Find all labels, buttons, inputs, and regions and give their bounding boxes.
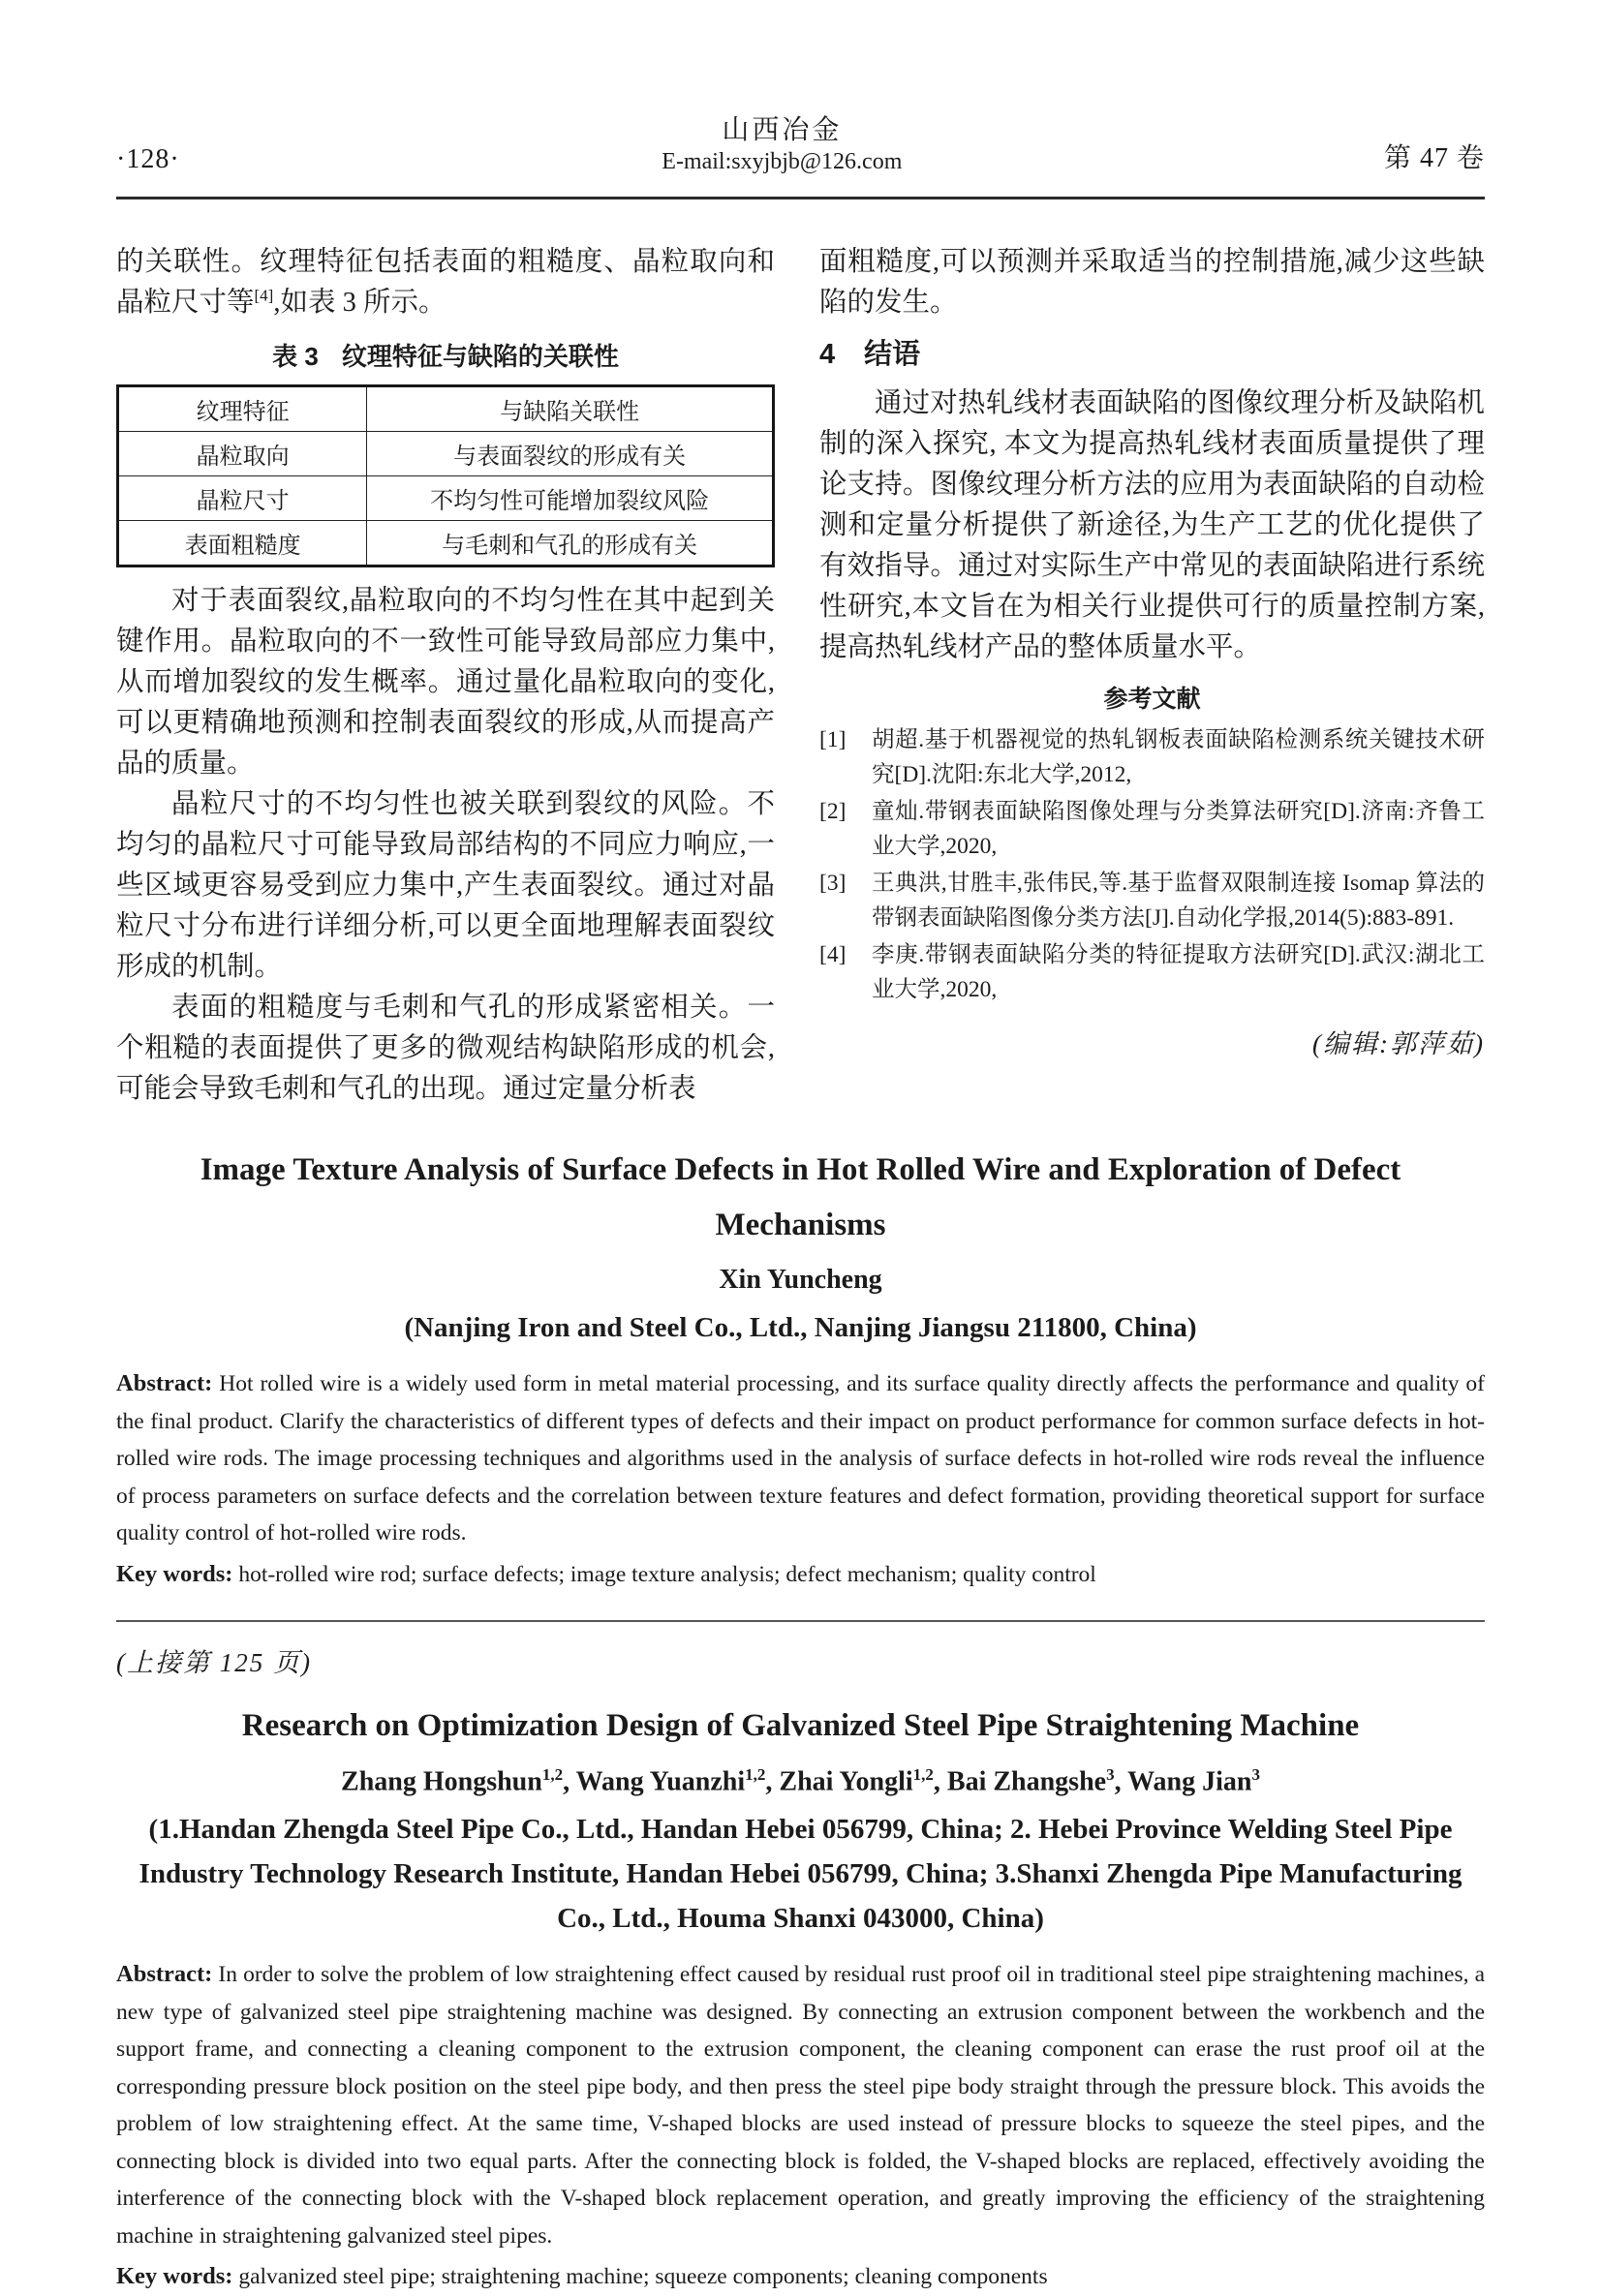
author-name: Wang Jian	[1127, 1766, 1252, 1797]
article2-english-block	[116, 1699, 1485, 2296]
author-affil-mark: 3	[1106, 1765, 1115, 1784]
reference-text: 李庚.带钢表面缺陷分类的特征提取方法研究[D].武汉:湖北工业大学,2020,	[872, 942, 1485, 1002]
keywords-text: galvanized steel pipe; straightening machine; squeeze components; cleaning components	[238, 2264, 1048, 2290]
author-name: Zhang Hongshun	[341, 1766, 542, 1797]
table-cell: 与表面裂纹的形成有关	[367, 432, 774, 476]
reference-label: [2]	[819, 799, 847, 824]
article2-authors	[116, 1765, 1485, 1797]
article1-keywords	[116, 1556, 1485, 1594]
keywords-label: Key words:	[116, 2263, 233, 2290]
paragraph-conclusion: 通过对热轧线材表面缺陷的图像纹理分析及缺陷机制的深入探究, 本文为提高热轧线材表面质量提供了理论支持。图像纹理分析方法的应用为表面缺陷的自动检测和定量分析提供了新途径,为生产工艺的优化提供了有效指导。通过对实际生产中常见的表面缺陷进行系统性研究,本文旨在为相关行业提供可行的质量控制方案,提高热轧线材产品的整体质量水平。	[819, 388, 1485, 662]
journal-email: E-mail:sxyjbjb@126.com	[662, 149, 903, 174]
left-column	[116, 242, 775, 1110]
author-name: Wang Yuanzhi	[575, 1766, 746, 1797]
article1-abstract	[116, 1365, 1485, 1552]
editor-note: (编辑:郭萍茹)	[1312, 1029, 1485, 1058]
author-affil-mark: 1,2	[912, 1765, 934, 1784]
paragraph-grain-orientation: 对于表面裂纹,晶粒取向的不均匀性在其中起到关键作用。晶粒取向的不一致性可能导致局部应力集中,从而增加裂纹的发生概率。通过量化晶粒取向的变化, 可以更精确地预测和控制表面裂纹的形成,从而提高产品的质量。	[116, 586, 775, 779]
reference-label: [3]	[819, 871, 847, 896]
table-header-cell: 纹理特征	[118, 386, 367, 432]
references-heading: 参考文献	[1103, 686, 1201, 713]
table3	[116, 384, 775, 567]
author-affil-mark: 3	[1251, 1765, 1260, 1784]
article1-english-block	[116, 1143, 1485, 1593]
author-separator: ,	[563, 1766, 576, 1797]
abstract-text: In order to solve the problem of low straightening effect caused by residual rust proof oil in traditional steel pipe straightening machines, a new type of galvanized steel pipe straightening machine was designed. By connecting an extrusion component between the workbench and the support frame, and connecting a cleaning component to the extrusion component, the cleaning component can erase the rust proof oil at the corresponding pressure block position on the steel pipe body, and then press the steel pipe body straight through the pressure block. This avoids the problem of low straightening effect. At the same time, V-shaped blocks are used instead of pressure blocks to squeeze the steel pipes, and the connecting block is divided into two equal parts. After the connecting block is folded, the V-shaped blocks are replaced, effectively avoiding the interference of the connecting block with the V-shaped block replacement operation, and greatly improving the efficiency of the straightening machine in straightening galvanized steel pipes.	[116, 1962, 1485, 2249]
section-title: 结语	[864, 339, 921, 370]
table3-title	[116, 337, 775, 373]
keywords-label: Key words:	[116, 1560, 233, 1587]
reference-text: 胡超.基于机器视觉的热轧钢板表面缺陷检测系统关键技术研究[D].沈阳:东北大学,2012,	[872, 727, 1485, 787]
reference-label: [1]	[819, 727, 847, 752]
author-separator: ,	[933, 1766, 947, 1797]
section-heading-conclusion	[819, 331, 1485, 378]
article2-keywords	[116, 2258, 1485, 2296]
reference-item	[819, 866, 1485, 935]
table-cell: 晶粒取向	[118, 432, 367, 476]
paragraph-grain-size: 晶粒尺寸的不均匀性也被关联到裂纹的风险。不均匀的晶粒尺寸可能导致局部结构的不同应力响应,一些区域更容易受到应力集中,产生表面裂纹。通过对晶粒尺寸分布进行详细分析,可以更全面地理解表面裂纹形成的机制。	[116, 789, 775, 982]
table-cell: 表面粗糙度	[118, 521, 367, 566]
section-number: 4	[819, 339, 836, 370]
keywords-text: hot-rolled wire rod; surface defects; image texture analysis; defect mechanism; quality control	[238, 1561, 1096, 1587]
table-header-row	[118, 386, 774, 432]
table3-label: 表 3	[272, 342, 319, 371]
article2-title: Research on Optimization Design of Galvanized Steel Pipe Straightening Machine	[241, 1708, 1360, 1743]
journal-masthead	[662, 108, 902, 175]
reference-item	[819, 794, 1485, 864]
volume-label: 第 47 卷	[1383, 143, 1485, 173]
abstract-label: Abstract:	[116, 1961, 213, 1988]
reference-label: [4]	[819, 942, 847, 967]
page-number: ·128·	[116, 144, 180, 174]
paragraph-continuation: 面粗糙度,可以预测并采取适当的控制措施,减少这些缺陷的发生。	[819, 247, 1485, 318]
abstract-label: Abstract:	[116, 1370, 213, 1396]
table-row	[118, 476, 774, 521]
paragraph-texture-features	[116, 242, 775, 323]
reference-text: 童灿.带钢表面缺陷图像处理与分类算法研究[D].济南:齐鲁工业大学,2020,	[872, 799, 1485, 859]
author-name: Bai Zhangshe	[946, 1766, 1107, 1797]
reference-item	[819, 937, 1485, 1007]
table-row	[118, 432, 774, 476]
continued-from-note: (上接第 125 页)	[116, 1648, 312, 1677]
article-divider	[116, 1620, 1485, 1622]
citation-mark: [4]	[254, 286, 274, 305]
table-cell: 不均匀性可能增加裂纹风险	[367, 476, 774, 521]
author-name: Zhai Yongli	[779, 1766, 913, 1797]
article2-affiliation: (1.Handan Zhengda Steel Pipe Co., Ltd., Handan Hebei 056799, China; 2. Hebei Province Welding Steel Pipe Industry Technology Research Institute, Handan Hebei 056799, China; 3.Shanxi Zhengda Pipe Manufacturing Co., Ltd., Houma Shanxi 043000, China)	[139, 1814, 1462, 1935]
reference-text: 王典洪,甘胜丰,张伟民,等.基于监督双限制连接 Isomap 算法的带钢表面缺陷图像分类方法[J].自动化学报,2014(5):883-891.	[872, 871, 1485, 931]
table-row	[118, 521, 774, 566]
right-column	[819, 242, 1485, 1110]
running-head	[116, 108, 1485, 199]
paragraph-text: ,如表 3 所示。	[273, 288, 446, 318]
table3-caption: 纹理特征与缺陷的关联性	[341, 342, 619, 371]
author-affil-mark: 1,2	[745, 1765, 766, 1784]
author-separator: ,	[765, 1766, 780, 1797]
article2-abstract	[116, 1956, 1485, 2254]
article1-author: Xin Yuncheng	[719, 1265, 882, 1295]
table-cell: 与毛刺和气孔的形成有关	[367, 521, 774, 566]
article1-affiliation: (Nanjing Iron and Steel Co., Ltd., Nanjing Jiangsu 211800, China)	[404, 1312, 1197, 1343]
article1-title: Image Texture Analysis of Surface Defects in Hot Rolled Wire and Exploration of Defect Mechanisms	[200, 1152, 1401, 1242]
table-header-cell: 与缺陷关联性	[367, 386, 774, 432]
paragraph-text: 的关联性。纹理特征包括表面的粗糙度、晶粒取向和晶粒尺寸等	[116, 247, 775, 318]
table-cell: 晶粒尺寸	[118, 476, 367, 521]
journal-name: 山西冶金	[722, 115, 843, 145]
reference-item	[819, 722, 1485, 792]
author-separator: ,	[1114, 1766, 1128, 1797]
author-affil-mark: 1,2	[541, 1765, 564, 1784]
paragraph-roughness: 表面的粗糙度与毛刺和气孔的形成紧密相关。一个粗糙的表面提供了更多的微观结构缺陷形成的机会,可能会导致毛刺和气孔的出现。通过定量分析表	[116, 993, 775, 1104]
abstract-text: Hot rolled wire is a widely used form in metal material processing, and its surface quality directly affects the performance and quality of the final product. Clarify the characteristics of different types of defects and their impact on product performance for common surface defects in hot-rolled wire rods. The image processing techniques and algorithms used in the analysis of surface defects in hot-rolled wire rods reveal the influence of process parameters on surface defects and the correlation between texture features and defect formation, providing theoretical support for surface quality control of hot-rolled wire rods.	[116, 1371, 1485, 1546]
two-column-body	[116, 242, 1485, 1110]
